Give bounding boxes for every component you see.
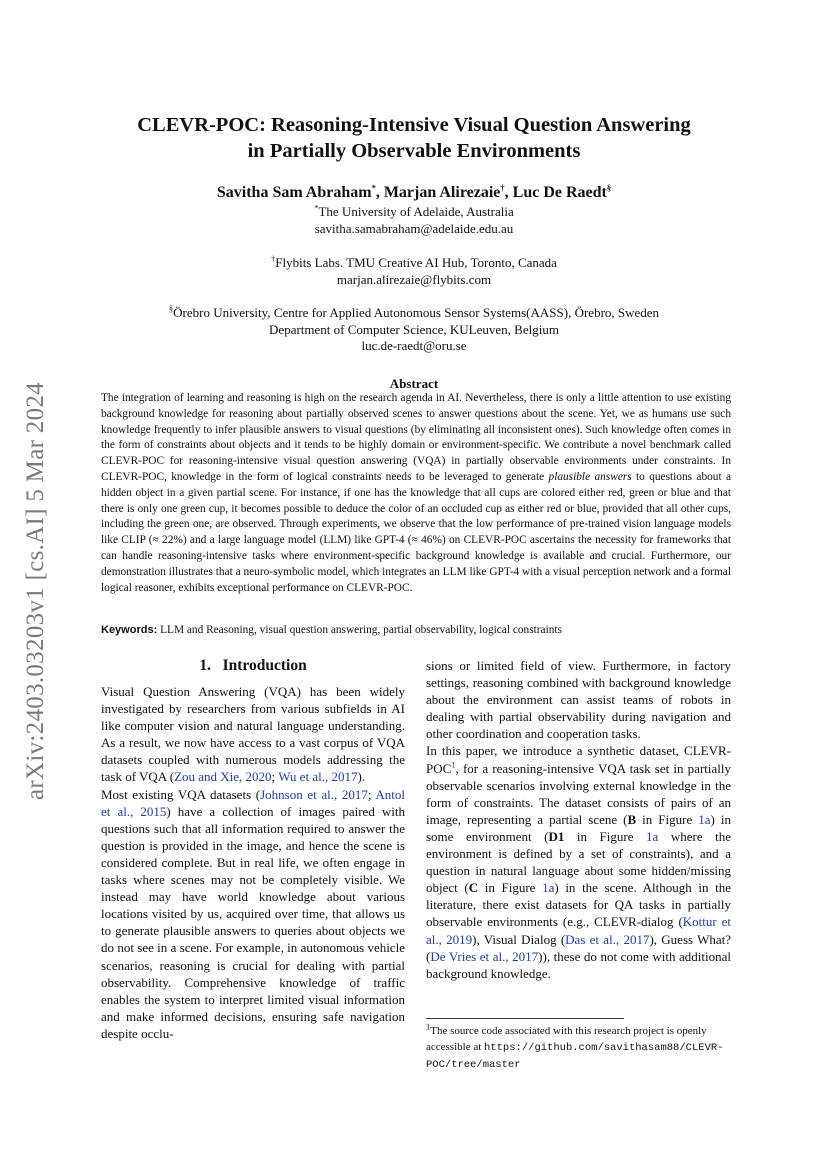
title-line-2: in Partially Observable Environments <box>247 140 581 162</box>
bold-term: D1 <box>548 828 565 844</box>
arxiv-identifier-stamp: arXiv:2403.03203v1 [cs.AI] 5 Mar 2024 <box>22 382 49 800</box>
author-1-mark: * <box>371 182 376 193</box>
figure-ref-link[interactable]: 1a <box>698 811 711 827</box>
footnote-divider <box>426 1018 624 1019</box>
footnote <box>426 1023 731 1073</box>
repository-link[interactable]: https://github.com/savithasam88/CLEVR-POC/tree/master <box>426 1042 724 1071</box>
left-column <box>101 683 405 1042</box>
keywords-list: LLM and Reasoning, visual question answering, partial observability, logical constraints <box>157 624 562 636</box>
bold-term: C <box>468 880 479 896</box>
abstract-text <box>101 391 731 596</box>
text-run: ), Visual Dialog ( <box>472 931 566 947</box>
keywords-label: Keywords: <box>101 624 158 636</box>
affiliation-email: savitha.samabraham@adelaide.edu.au <box>314 220 514 236</box>
abstract-emphasis: plausible answers <box>548 470 632 483</box>
text-run: in Figure <box>478 880 543 896</box>
footnote-ref-link[interactable]: 1 <box>451 759 456 770</box>
affiliation-mark: * <box>314 202 319 213</box>
text-run: in Figure <box>636 811 699 827</box>
text-run: Most existing VQA datasets ( <box>101 786 261 802</box>
paragraph <box>426 742 731 981</box>
affiliation-adelaide <box>80 204 748 237</box>
affiliation-email: marjan.alirezaie@flybits.com <box>336 271 492 287</box>
text-run: ) in the scene. Although in the literature, there exist datasets for QA tasks in partially observable environments (e.g., CLEVR-dialog ( <box>426 880 731 930</box>
bold-term: B <box>627 811 637 827</box>
abstract-heading: Abstract <box>389 376 439 391</box>
citation-link[interactable]: Johnson et al., 2017 <box>260 786 368 802</box>
citation-link[interactable]: Zou and Xie, 2020 <box>174 769 272 785</box>
citation-link[interactable]: Antol et al., 2015 <box>101 786 406 819</box>
text-run: ) have a collection of images paired with questions such that all information required to answer the question is provided in the image, and hence the scene is considered complete. But in real life, we often engage in tasks where scenes may not be completely visible. We instead may have world knowledge about various locations visited by us, acquired over time, that allows us to generate plausible answers to queries about objects we do not see in a scene. For example, in autonomous vehicle scenarios, reasoning is crucial for dealing with partial observability. Comprehensive knowledge of traffic enables the system to interpret limited visual information and make informed decisions, ensuring safe navigation despite occlu- <box>101 803 405 1041</box>
text-run: where the environment is defined by a set of constraints), and a question in natural language about some hidden/missing object ( <box>426 828 731 896</box>
paragraph <box>101 786 405 1042</box>
affiliation-mark: † <box>271 253 276 264</box>
text-run: , for a reasoning-intensive VQA task set in partially observable scenarios involving external knowledge in the form of constraints. The dataset consists of pairs of an image, representing a partial scene ( <box>426 760 731 827</box>
text-run: ; <box>271 769 279 785</box>
text-run: in Figure <box>564 828 647 844</box>
affiliation-name: Department of Computer Science, KULeuven, Belgium <box>269 321 559 337</box>
author-1: Savitha Sam Abraham <box>216 184 372 201</box>
affiliation-name: Flybits Labs. TMU Creative AI Hub, Toronto, Canada <box>275 255 557 270</box>
right-column <box>426 657 731 982</box>
paragraph: sions or limited field of view. Furthermore, in factory settings, reasoning combined with background knowledge about the environment can assist teams of robots in dealing with partial observability during navigation and other coordination and cooperation tasks. <box>426 658 731 742</box>
keywords <box>101 623 731 638</box>
citation-link[interactable]: Wu et al., 2017 <box>278 769 358 785</box>
text-run: ), Guess What? ( <box>426 931 732 964</box>
text-run: Visual Question Answering (VQA) has been widely investigated by researchers from various subfields in AI like computer vision and natural language understanding. As a result, we now have access to a vast corpus of VQA datasets coupled with numerous models addressing the task of VQA ( <box>101 684 405 785</box>
figure-ref-link[interactable]: 1a <box>646 828 659 844</box>
author-3-mark: § <box>606 182 612 193</box>
abstract-part: The integration of learning and reasoning is high on the research agenda in AI. Nevertheless, there is only a little attention to use existing background knowledge for reasoning about partially observed scenes to answer questions about the scene. Yet, we as humans use such knowledge frequently to infer plausible answers to visual questions (by eliminating all inconsistent ones). Such knowledge often comes in the form of constraints about objects and it tends to be highly domain or environment-specific. We contribute a novel benchmark called CLEVR-POC for reasoning-intensive visual question answering (VQA) in partially observable environments under constraints. In CLEVR-POC, knowledge in the form of logical constraints needs to be leveraged to generate <box>101 392 731 483</box>
text-run: )), these do not come with additional background knowledge. <box>426 948 731 981</box>
figure-ref-link[interactable]: 1a <box>542 880 555 896</box>
author-3: , Luc De Raedt <box>504 184 607 201</box>
text-run: ; <box>367 786 376 802</box>
affiliation-orebro-kuleuven <box>80 305 748 355</box>
affiliation-name: Örebro University, Centre for Applied Autonomous Sensor Systems(AASS), Örebro, Sweden <box>173 305 660 320</box>
citation-link[interactable]: De Vries et al., 2017 <box>430 948 539 964</box>
text-run: In this paper, we introduce a synthetic dataset, CLEVR-POC <box>426 743 731 776</box>
section-title: Introduction <box>222 657 307 674</box>
author-list <box>80 184 748 202</box>
footnote-text: The source code associated with this research project is openly accessible at <box>426 1025 707 1053</box>
author-2: , Marjan Alirezaie <box>375 184 501 201</box>
paper-title <box>80 112 748 164</box>
section-heading <box>101 657 405 675</box>
affiliation-flybits <box>80 255 748 288</box>
affiliation-name: The University of Adelaide, Australia <box>318 204 514 219</box>
title-line-1: CLEVR-POC: Reasoning-Intensive Visual Question Answering <box>137 114 691 136</box>
text-run: ) in some environment ( <box>426 811 731 844</box>
paragraph <box>101 683 405 786</box>
citation-link[interactable]: Kottur et al., 2019 <box>426 914 732 947</box>
footnote-mark: 1 <box>426 1021 431 1032</box>
affiliation-mark: § <box>168 303 174 314</box>
affiliation-email: luc.de-raedt@oru.se <box>361 338 467 353</box>
section-number: 1. <box>199 657 211 674</box>
author-2-mark: † <box>500 182 505 193</box>
text-run: ). <box>357 769 366 785</box>
citation-link[interactable]: Das et al., 2017 <box>565 931 650 947</box>
abstract-part: to questions about a hidden object in a given partial scene. For instance, if one has the knowledge that all cups are colored either red, green or blue and that there is only one green cup, it becomes possible to deduce the color of an occluded cup as either red or blue, provided that all other cups, including the green one, are observed. Through experiments, we observe that the low performance of pre-trained vision language models like CLIP (≈ 22%) and a large language model (LLM) like GPT-4 (≈ 46%) on CLEVR-POC ascertains the necessity for frameworks that can handle reasoning-intensive tasks where environment-specific background knowledge is available and crucial. Furthermore, our demonstration illustrates that a neuro-symbolic model, which integrates an LLM like GPT-4 with a visual perception network and a formal logical reasoner, exhibits exceptional performance on CLEVR-POC. <box>101 470 731 594</box>
